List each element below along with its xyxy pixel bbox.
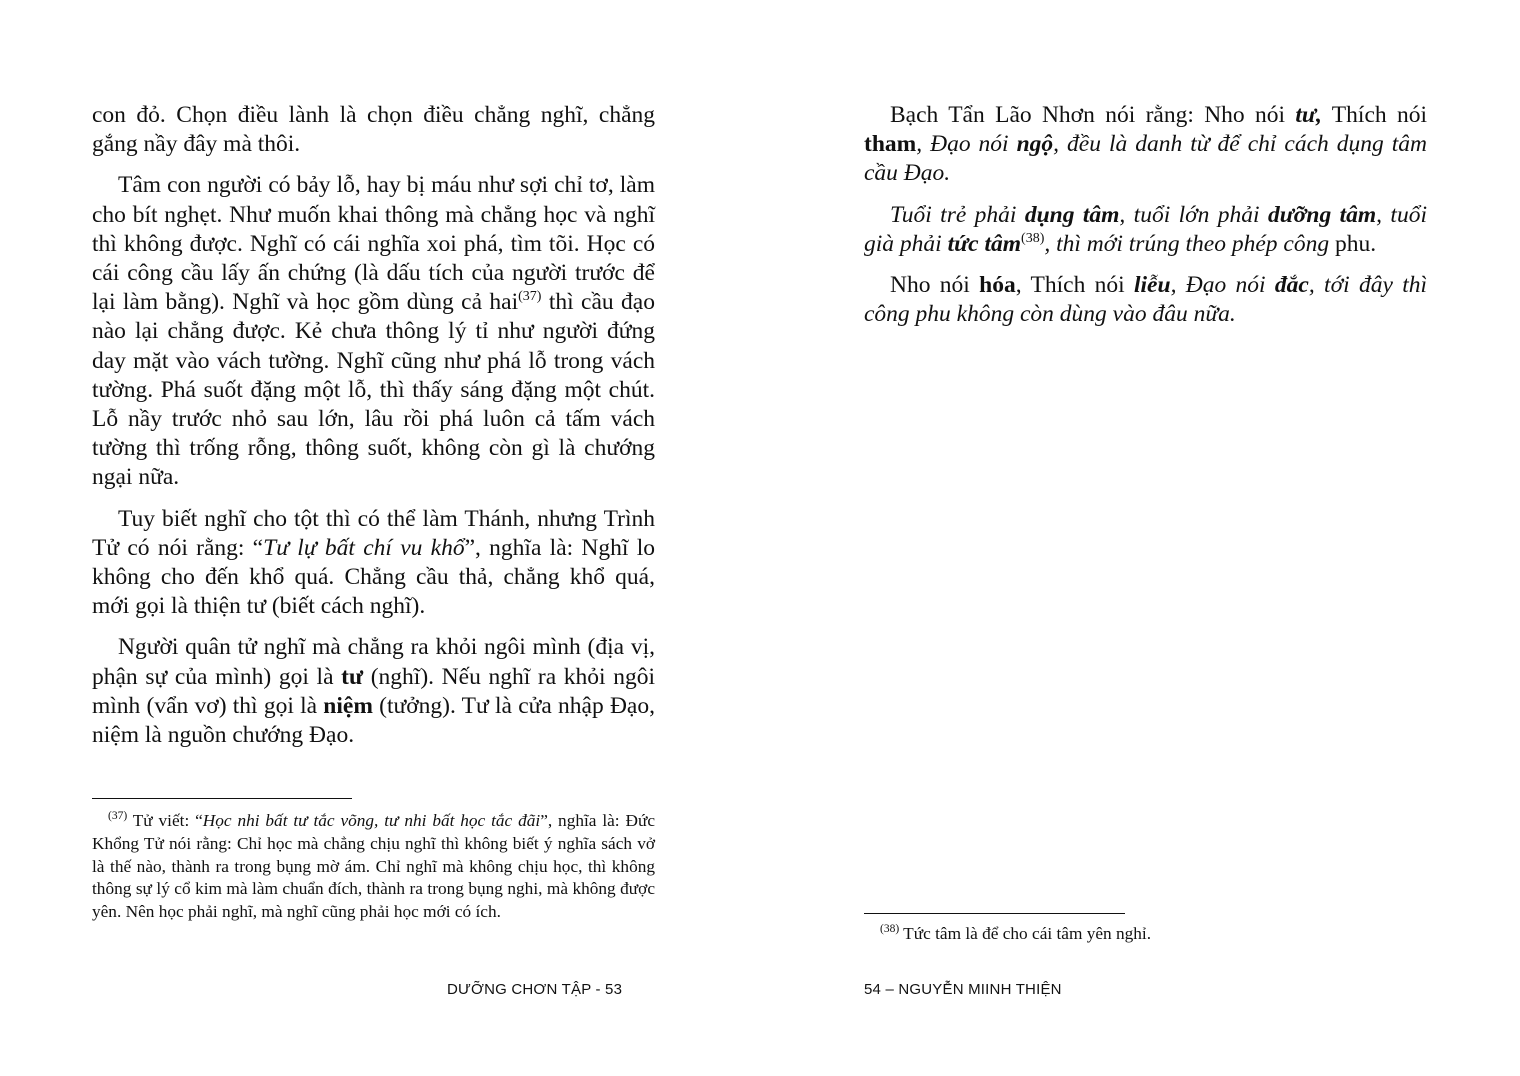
right-body-text [864,101,1427,341]
left-page [92,0,655,1076]
right-page [864,0,1427,1076]
text-run: phu. [1334,230,1377,257]
text-run: Bạch Tẩn Lão Nhơn nói rằng: Nho nói [890,102,1296,128]
right-paragraph [864,101,1427,189]
left-page-footer: DƯỠNG CHƠN TẬP - 53 [447,981,623,998]
text-run: Tử viết: “ [127,811,203,830]
text-run: , đều là danh từ để chỉ cách dụng tâm cầu Đạo. [864,131,1427,187]
text-run: (nghĩ). Nếu nghĩ ra khỏi ngôi mình (vẩn vơ) thì gọi là [92,663,655,719]
text-run: Tuổi trẻ phải [890,201,1025,228]
text-run: ”, nghĩa là: Đức Khổng Tử nói rằng: Chỉ học mà chẳng chịu nghĩ thì không biết ý nghĩa sách vở là thế nào, thành ra trong bụng mờ ám. Chỉ nghĩ mà không chịu học, thì không thông sự lý cổ kim mà làm chuẩn đích, thành ra trong bụng nghi, mà không được yên. Nên học phải nghĩ, mà nghĩ cũng phải học mới có ích. [92,811,655,922]
text-run: Tức tâm là để cho cái tâm yên nghỉ. [899,924,1152,943]
text-run: niệm [323,692,373,719]
text-run: hóa [979,272,1016,299]
right-footnotes [864,923,1427,946]
footnote-reference: (37) [108,810,128,823]
text-run: Tuy biết nghĩ cho tột thì có thể làm Thánh, nhưng Trình Tử có nói rằng: “ [92,505,655,561]
text-run: , thì mới trúng theo phép công [1044,230,1335,257]
text-run: , Đạo nói [1170,272,1275,299]
text-run: ”, nghĩa là: Nghĩ lo không cho đến khổ quá. Chẳng cầu thả, chẳng khổ quá, mới gọi là thiện tư (biết cách nghĩ). [92,534,655,620]
left-body-text [92,101,655,762]
text-run: Tâm con người có bảy lỗ, hay bị máu như sợi chỉ tơ, làm cho bít nghẹt. Như muốn khai thông mà chẳng học và nghĩ thì không được. Nghĩ có cái nghĩa xoi phá, tìm tõi. Học có cái công cầu lấy ấn chứng (là dấu tích của người trước để lại làm bằng). Nghĩ và học gồm dùng cả hai [92,172,655,316]
footnote-37 [92,810,655,924]
left-paragraph [92,633,655,750]
footnote-38 [864,923,1427,946]
text-run: (tưởng). Tư là cửa nhập Đạo, niệm là nguồn chướng Đạo. [92,692,655,749]
text-run: tức tâm [947,230,1022,257]
text-run: tư [341,663,364,690]
right-paragraph [864,271,1427,329]
text-run: , tới đây thì công phu không còn dùng vào đâu nữa. [864,272,1428,328]
text-run: , tuổi già phải [864,201,1427,257]
text-run: đắc [1274,272,1309,299]
text-run: Nho nói [890,272,980,299]
text-run: Thích nói [1321,102,1427,128]
text-run: dụng tâm [1024,201,1120,228]
footnote-divider [92,798,352,799]
text-run: , tuổi lớn phải [1119,201,1268,228]
text-run: , Đạo nói [916,131,1017,158]
footnote-reference: (38) [1021,230,1045,246]
left-paragraph [92,171,655,492]
text-run: liễu [1134,272,1171,299]
left-footnotes [92,810,655,924]
text-run: tư, [1295,102,1322,128]
text-run: , Thích nói [1015,272,1134,299]
text-run: Người quân tử nghĩ mà chẳng ra khỏi ngôi mình (địa vị, phận sự của mình) gọi là [92,634,655,690]
footnote-divider [864,913,1125,914]
text-run: Tư lự bất chí vu khổ [263,534,465,561]
left-paragraph [92,505,655,622]
footnote-reference: (37) [518,289,542,305]
right-paragraph [864,201,1427,259]
text-run: ngộ [1016,131,1054,158]
left-paragraph [92,101,655,159]
text-run: con đỏ. Chọn điều lành là chọn điều chẳng nghĩ, chẳng gắng nầy đây mà thôi. [92,102,655,158]
text-run: dưỡng tâm [1267,201,1377,228]
text-run: Học nhi bất tư tắc võng, tư nhi bất học tắc đãi [202,811,541,830]
text-run: tham [864,131,917,158]
text-run: thì cầu đạo nào lại chẳng được. Kẻ chưa thông lý tỉ như người đứng day mặt vào vách tường. Nghĩ cũng như phá lỗ trong vách tường. Phá suốt đặng một lỗ, thì thấy sáng đặng một chút. Lỗ nầy trước nhỏ sau lớn, lâu rồi phá luôn cả tấm vách tường thì trống rỗng, thông suốt, không còn gì là chướng ngại nữa. [92,289,655,491]
footnote-reference: (38) [880,923,900,936]
right-page-footer: 54 – NGUYỄN MIINH THIỆN [864,981,1062,998]
